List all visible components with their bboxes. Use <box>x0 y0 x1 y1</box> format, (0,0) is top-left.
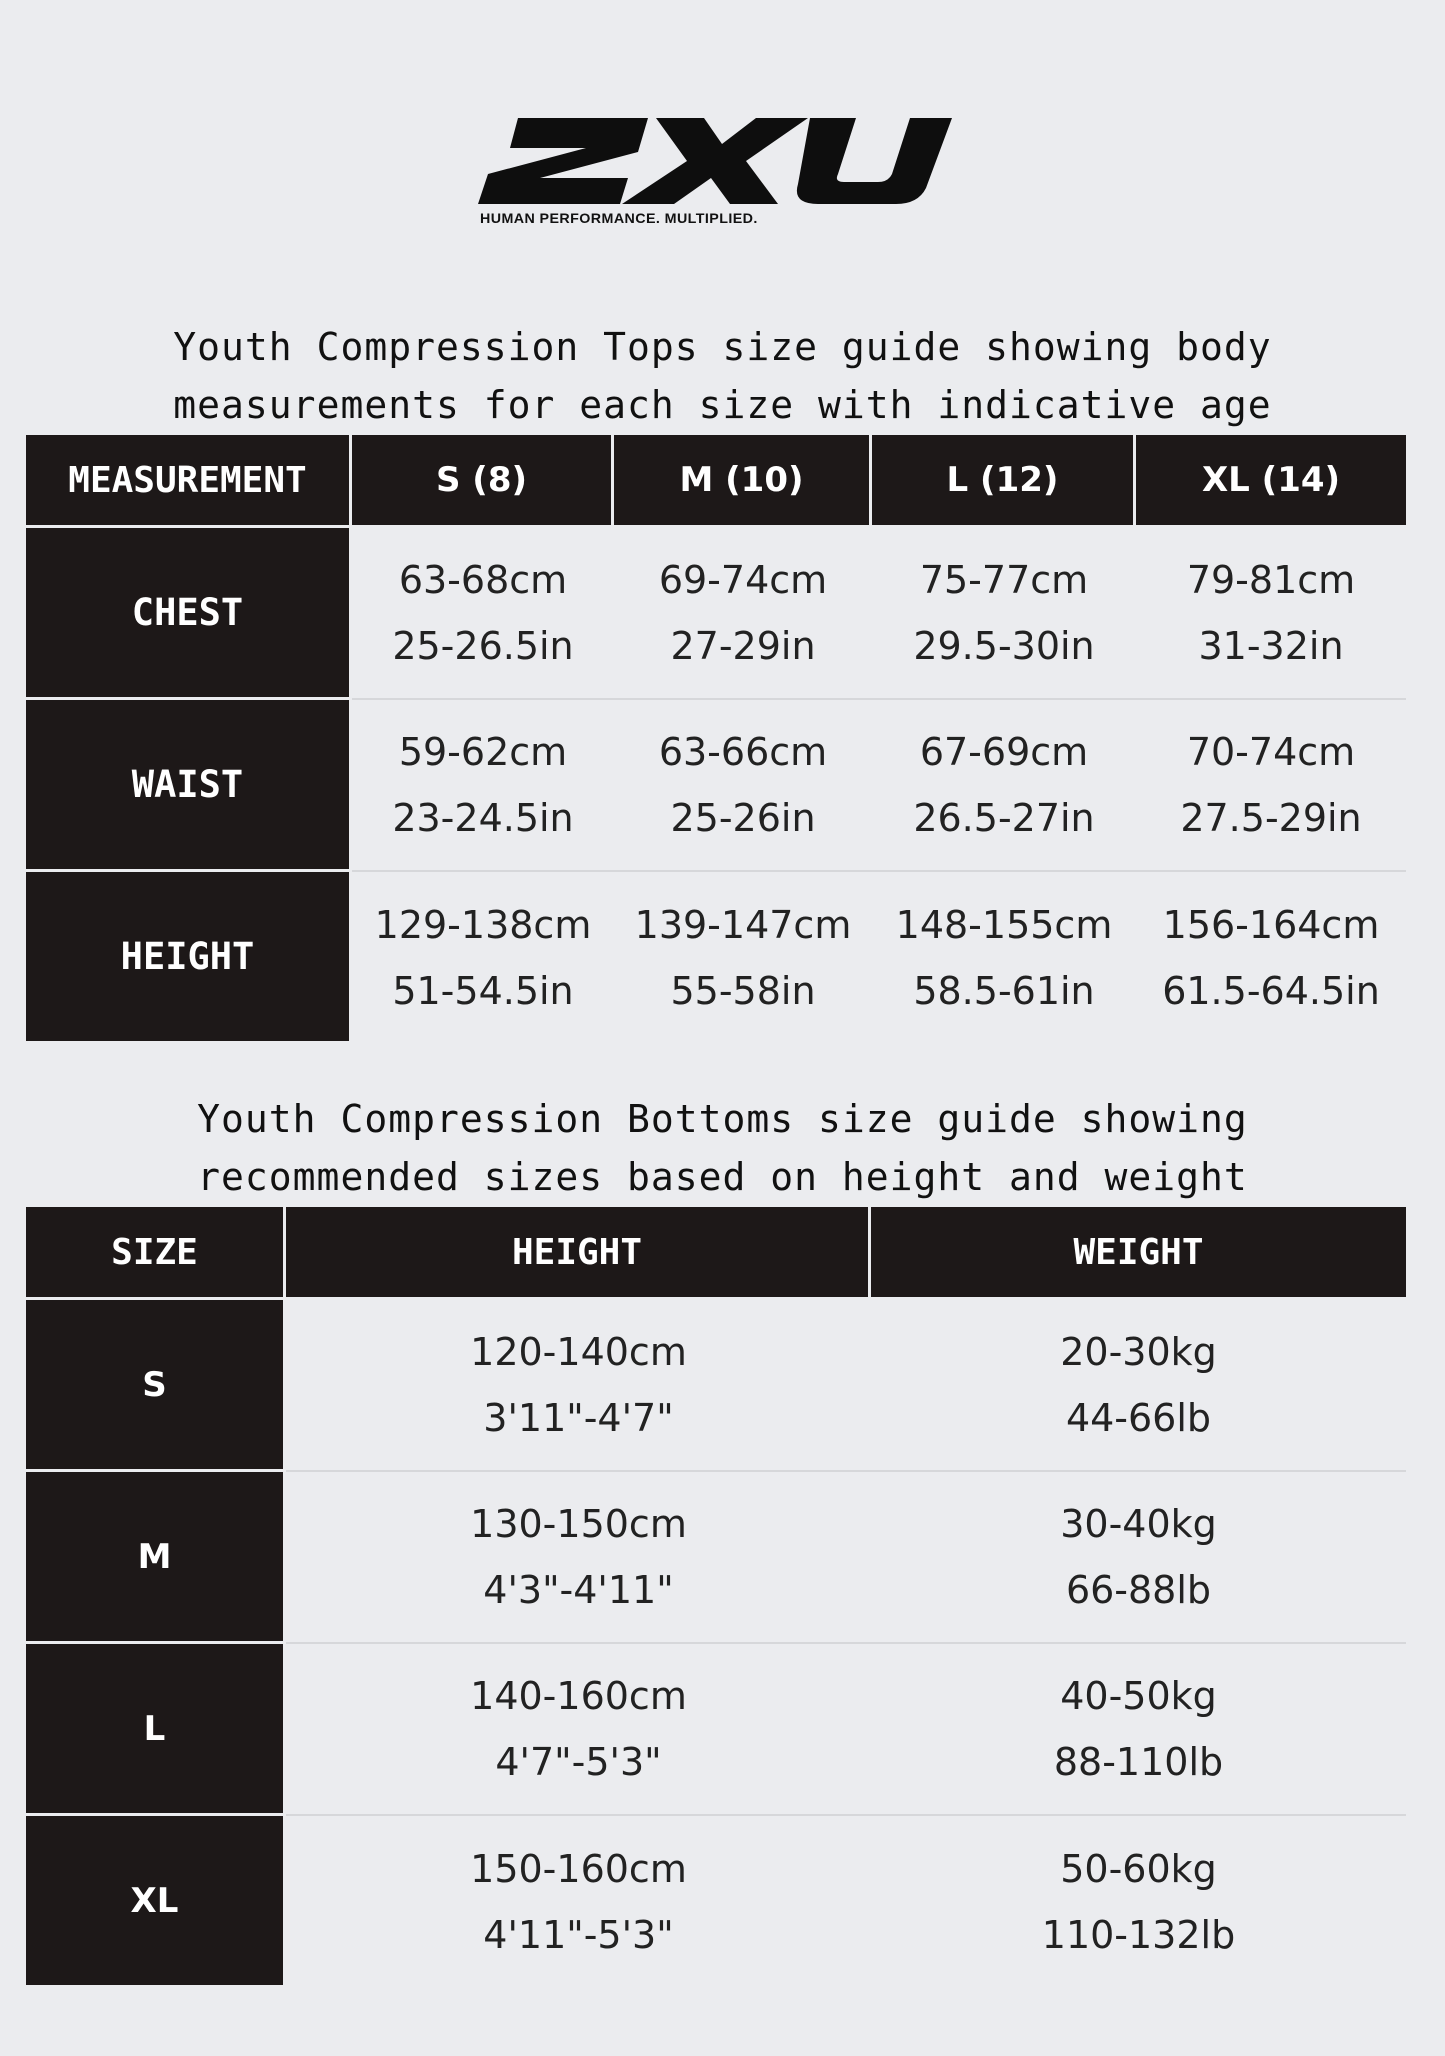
table-cell: 70-74cm 27.5-29in <box>1136 700 1406 872</box>
table-row <box>26 1644 1406 1816</box>
bottoms-header-height: HEIGHT <box>286 1207 871 1300</box>
row-label-xl: XL <box>26 1816 286 1988</box>
table-cell: 63-68cm 25-26.5in <box>352 528 614 700</box>
table-cell: 148-155cm 58.5-61in <box>895 903 1113 1013</box>
table-row <box>26 1300 1406 1472</box>
tops-caption <box>0 318 1445 434</box>
tops-header-m: M (10) <box>614 435 872 528</box>
table-cell: 120-140cm 3'11"-4'7" <box>286 1300 871 1472</box>
bottoms-header-row <box>26 1207 1406 1300</box>
bottoms-header-size: SIZE <box>26 1207 286 1300</box>
2xu-logo-icon <box>478 118 952 208</box>
table-cell: 59-62cm 23-24.5in <box>352 700 614 872</box>
bottoms-header-weight: WEIGHT <box>871 1207 1406 1300</box>
table-cell: 150-160cm 4'11"-5'3" <box>470 1847 687 1957</box>
table-cell: 140-160cm 4'7"-5'3" <box>286 1644 871 1816</box>
table-cell: 130-150cm 4'3"-4'11" <box>286 1472 871 1644</box>
table-cell: 30-40kg 66-88lb <box>871 1472 1406 1644</box>
table-row <box>26 872 1406 1044</box>
tops-header-measurement: MEASUREMENT <box>26 435 352 528</box>
table-cell: 67-69cm 26.5-27in <box>872 700 1136 872</box>
tops-header-xl: XL (14) <box>1136 435 1406 528</box>
bottoms-caption-line1: Youth Compression Bottoms size guide showing <box>197 1097 1248 1141</box>
table-cell: 63-66cm 25-26in <box>614 700 872 872</box>
row-label-s: S <box>26 1300 286 1472</box>
tops-size-table <box>26 435 1406 1044</box>
table-cell: 139-147cm 55-58in <box>634 903 852 1013</box>
tops-caption-line2: measurements for each size with indicative age <box>173 383 1272 427</box>
table-cell: 75-77cm 29.5-30in <box>872 528 1136 700</box>
table-row <box>26 1472 1406 1644</box>
table-cell: 129-138cm 51-54.5in <box>374 903 592 1013</box>
table-row <box>26 528 1406 700</box>
table-row <box>26 1816 1406 1988</box>
row-label-m: M <box>26 1472 286 1644</box>
row-label-waist: WAIST <box>26 700 352 872</box>
table-row <box>26 700 1406 872</box>
tops-header-l: L (12) <box>872 435 1136 528</box>
table-cell: 79-81cm 31-32in <box>1136 528 1406 700</box>
tops-caption-line1: Youth Compression Tops size guide showing body <box>173 325 1272 369</box>
bottoms-size-table <box>26 1207 1406 1988</box>
table-cell: 20-30kg 44-66lb <box>871 1300 1406 1472</box>
tops-header-s: S (8) <box>352 435 614 528</box>
bottoms-caption-line2: recommended sizes based on height and weight <box>197 1155 1248 1199</box>
tops-header-row <box>26 435 1406 528</box>
table-cell: 69-74cm 27-29in <box>614 528 872 700</box>
row-label-height: HEIGHT <box>26 872 352 1044</box>
row-label-chest: CHEST <box>26 528 352 700</box>
row-label-l: L <box>26 1644 286 1816</box>
table-cell: 156-164cm 61.5-64.5in <box>1162 903 1380 1013</box>
table-cell: 50-60kg 110-132lb <box>1041 1847 1236 1957</box>
table-cell: 40-50kg 88-110lb <box>871 1644 1406 1816</box>
bottoms-caption <box>0 1090 1445 1206</box>
brand-tagline: HUMAN PERFORMANCE. MULTIPLIED. <box>480 210 758 226</box>
